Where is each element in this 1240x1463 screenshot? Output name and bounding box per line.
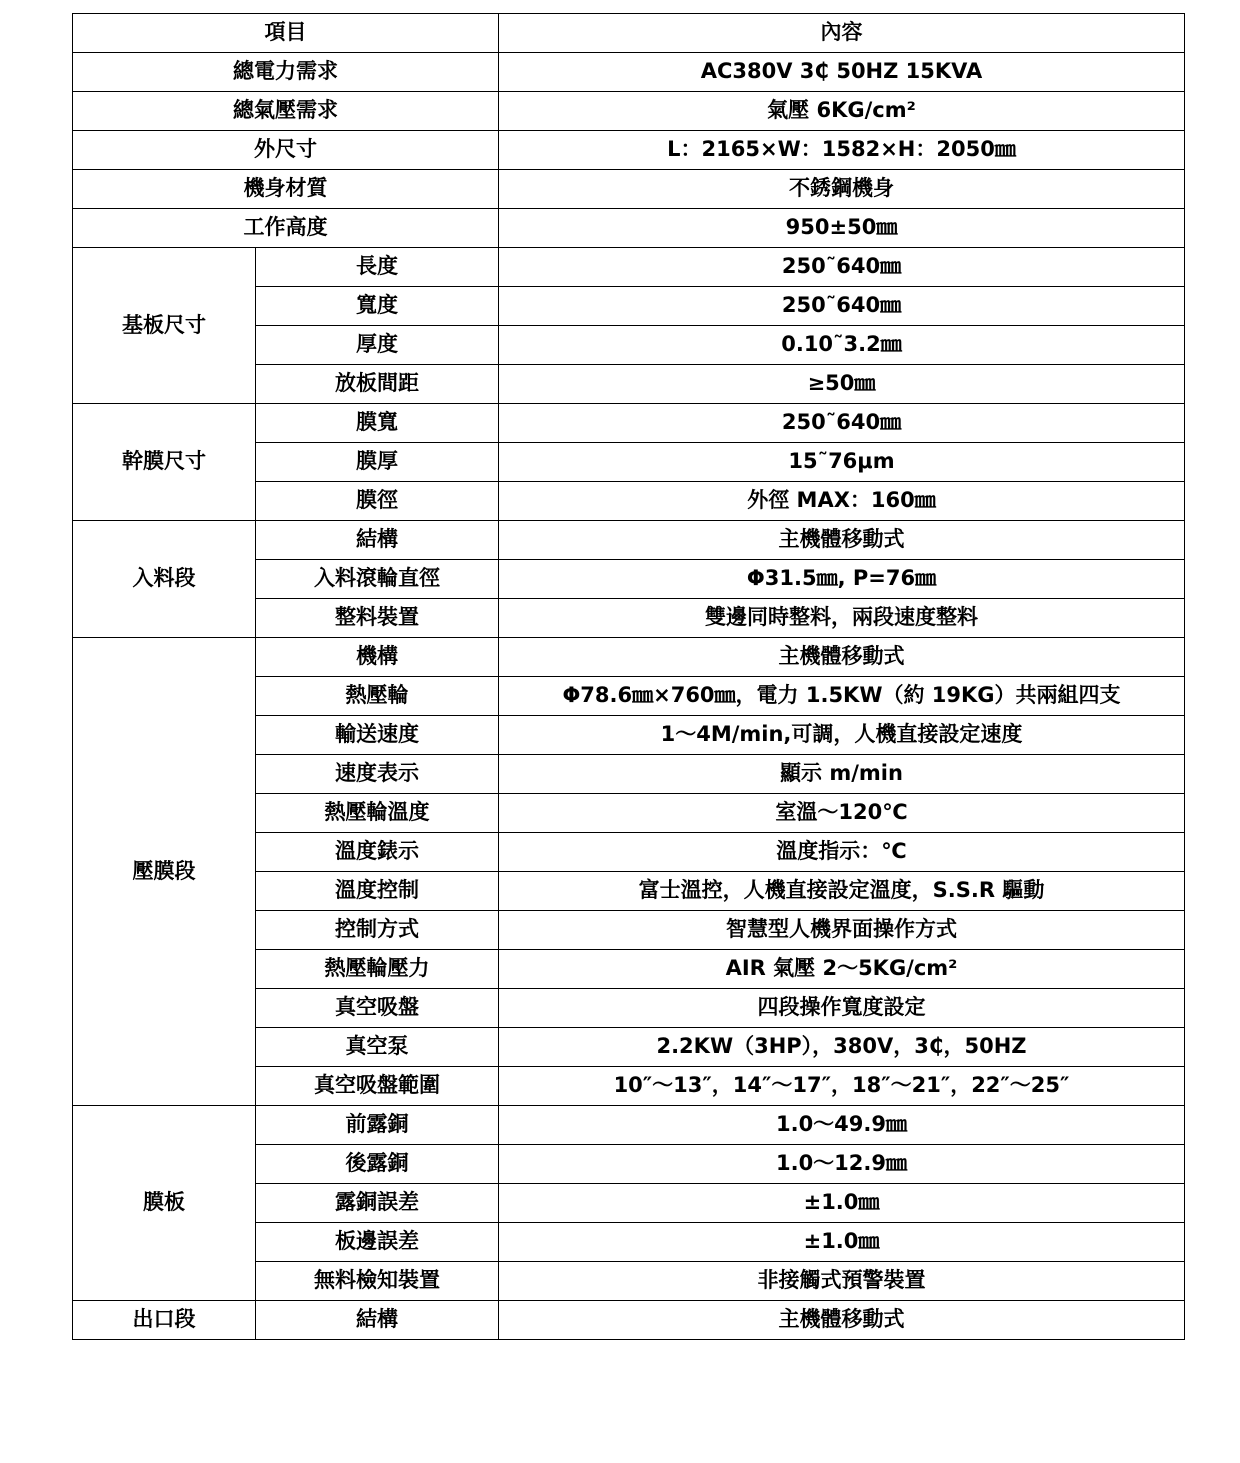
group-label: 入料段: [73, 521, 256, 638]
row-label: 速度表示: [256, 755, 499, 794]
row-label: 長度: [256, 248, 499, 287]
group-label: 壓膜段: [73, 638, 256, 1106]
row-value: 950±50㎜: [499, 209, 1185, 248]
row-value: 雙邊同時整料，兩段速度整料: [499, 599, 1185, 638]
row-value: Φ31.5㎜, P=76㎜: [499, 560, 1185, 599]
row-value: ≥50㎜: [499, 365, 1185, 404]
row-label: 溫度控制: [256, 872, 499, 911]
row-value: 1.0～12.9㎜: [499, 1145, 1185, 1184]
row-label: 前露銅: [256, 1106, 499, 1145]
row-label: 入料滾輪直徑: [256, 560, 499, 599]
row-value: 1～4M/min,可調，人機直接設定速度: [499, 716, 1185, 755]
row-value: 不銹鋼機身: [499, 170, 1185, 209]
row-value: 外徑 MAX：160㎜: [499, 482, 1185, 521]
row-label: 整料裝置: [256, 599, 499, 638]
row-label: 控制方式: [256, 911, 499, 950]
row-value: 10″～13″，14″～17″，18″～21″，22″～25″: [499, 1067, 1185, 1106]
table-row: [73, 53, 1185, 92]
row-value: 智慧型人機界面操作方式: [499, 911, 1185, 950]
row-label: 膜寬: [256, 404, 499, 443]
row-value: Φ78.6㎜×760㎜，電力 1.5KW（約 19KG）共兩組四支: [499, 677, 1185, 716]
table-row: [73, 1106, 1185, 1145]
row-value: 0.10˜3.2㎜: [499, 326, 1185, 365]
row-label: 熱壓輪: [256, 677, 499, 716]
row-value: 四段操作寬度設定: [499, 989, 1185, 1028]
row-value: 顯示 m/min: [499, 755, 1185, 794]
table-row: [73, 170, 1185, 209]
table-row: [73, 521, 1185, 560]
row-value: 250˜640㎜: [499, 287, 1185, 326]
table-row: [73, 92, 1185, 131]
row-label: 寬度: [256, 287, 499, 326]
group-label: 基板尺寸: [73, 248, 256, 404]
row-value: 主機體移動式: [499, 521, 1185, 560]
row-value: 1.0～49.9㎜: [499, 1106, 1185, 1145]
row-label: 膜徑: [256, 482, 499, 521]
row-value: 室溫～120℃: [499, 794, 1185, 833]
row-label: 總電力需求: [73, 53, 499, 92]
table-row: [73, 404, 1185, 443]
row-label: 膜厚: [256, 443, 499, 482]
spec-table: [72, 13, 1185, 1340]
row-label: 機身材質: [73, 170, 499, 209]
row-value: 非接觸式預警裝置: [499, 1262, 1185, 1301]
row-value: 富士溫控，人機直接設定溫度，S.S.R 驅動: [499, 872, 1185, 911]
row-label: 無料檢知裝置: [256, 1262, 499, 1301]
header-item: 項目: [73, 14, 499, 53]
row-label: 溫度錶示: [256, 833, 499, 872]
table-row: [73, 1301, 1185, 1340]
row-label: 放板間距: [256, 365, 499, 404]
row-value: 2.2KW（3HP），380V，3₵，50HZ: [499, 1028, 1185, 1067]
header-content: 內容: [499, 14, 1185, 53]
table-header-row: [73, 14, 1185, 53]
row-value: 主機體移動式: [499, 1301, 1185, 1340]
row-value: 250˜640㎜: [499, 248, 1185, 287]
table-row: [73, 638, 1185, 677]
group-label: 膜板: [73, 1106, 256, 1301]
row-label: 露銅誤差: [256, 1184, 499, 1223]
row-label: 真空吸盤範圍: [256, 1067, 499, 1106]
row-label: 總氣壓需求: [73, 92, 499, 131]
row-label: 結構: [256, 1301, 499, 1340]
row-value: 主機體移動式: [499, 638, 1185, 677]
table-row: [73, 209, 1185, 248]
row-value: L：2165×W：1582×H：2050㎜: [499, 131, 1185, 170]
row-value: 溫度指示：℃: [499, 833, 1185, 872]
row-label: 機構: [256, 638, 499, 677]
row-label: 結構: [256, 521, 499, 560]
row-label: 真空泵: [256, 1028, 499, 1067]
group-label: 出口段: [73, 1301, 256, 1340]
table-row: [73, 248, 1185, 287]
row-value: ±1.0㎜: [499, 1184, 1185, 1223]
row-label: 後露銅: [256, 1145, 499, 1184]
row-label: 真空吸盤: [256, 989, 499, 1028]
row-label: 外尺寸: [73, 131, 499, 170]
row-label: 厚度: [256, 326, 499, 365]
row-label: 熱壓輪壓力: [256, 950, 499, 989]
row-label: 工作高度: [73, 209, 499, 248]
row-value: 氣壓 6KG/cm²: [499, 92, 1185, 131]
group-label: 幹膜尺寸: [73, 404, 256, 521]
row-value: AC380V 3₵ 50HZ 15KVA: [499, 53, 1185, 92]
row-label: 輸送速度: [256, 716, 499, 755]
table-row: [73, 131, 1185, 170]
row-label: 熱壓輪溫度: [256, 794, 499, 833]
row-value: 250˜640㎜: [499, 404, 1185, 443]
spec-table-body: [73, 14, 1185, 1340]
row-value: ±1.0㎜: [499, 1223, 1185, 1262]
row-value: AIR 氣壓 2～5KG/cm²: [499, 950, 1185, 989]
row-value: 15˜76μm: [499, 443, 1185, 482]
row-label: 板邊誤差: [256, 1223, 499, 1262]
